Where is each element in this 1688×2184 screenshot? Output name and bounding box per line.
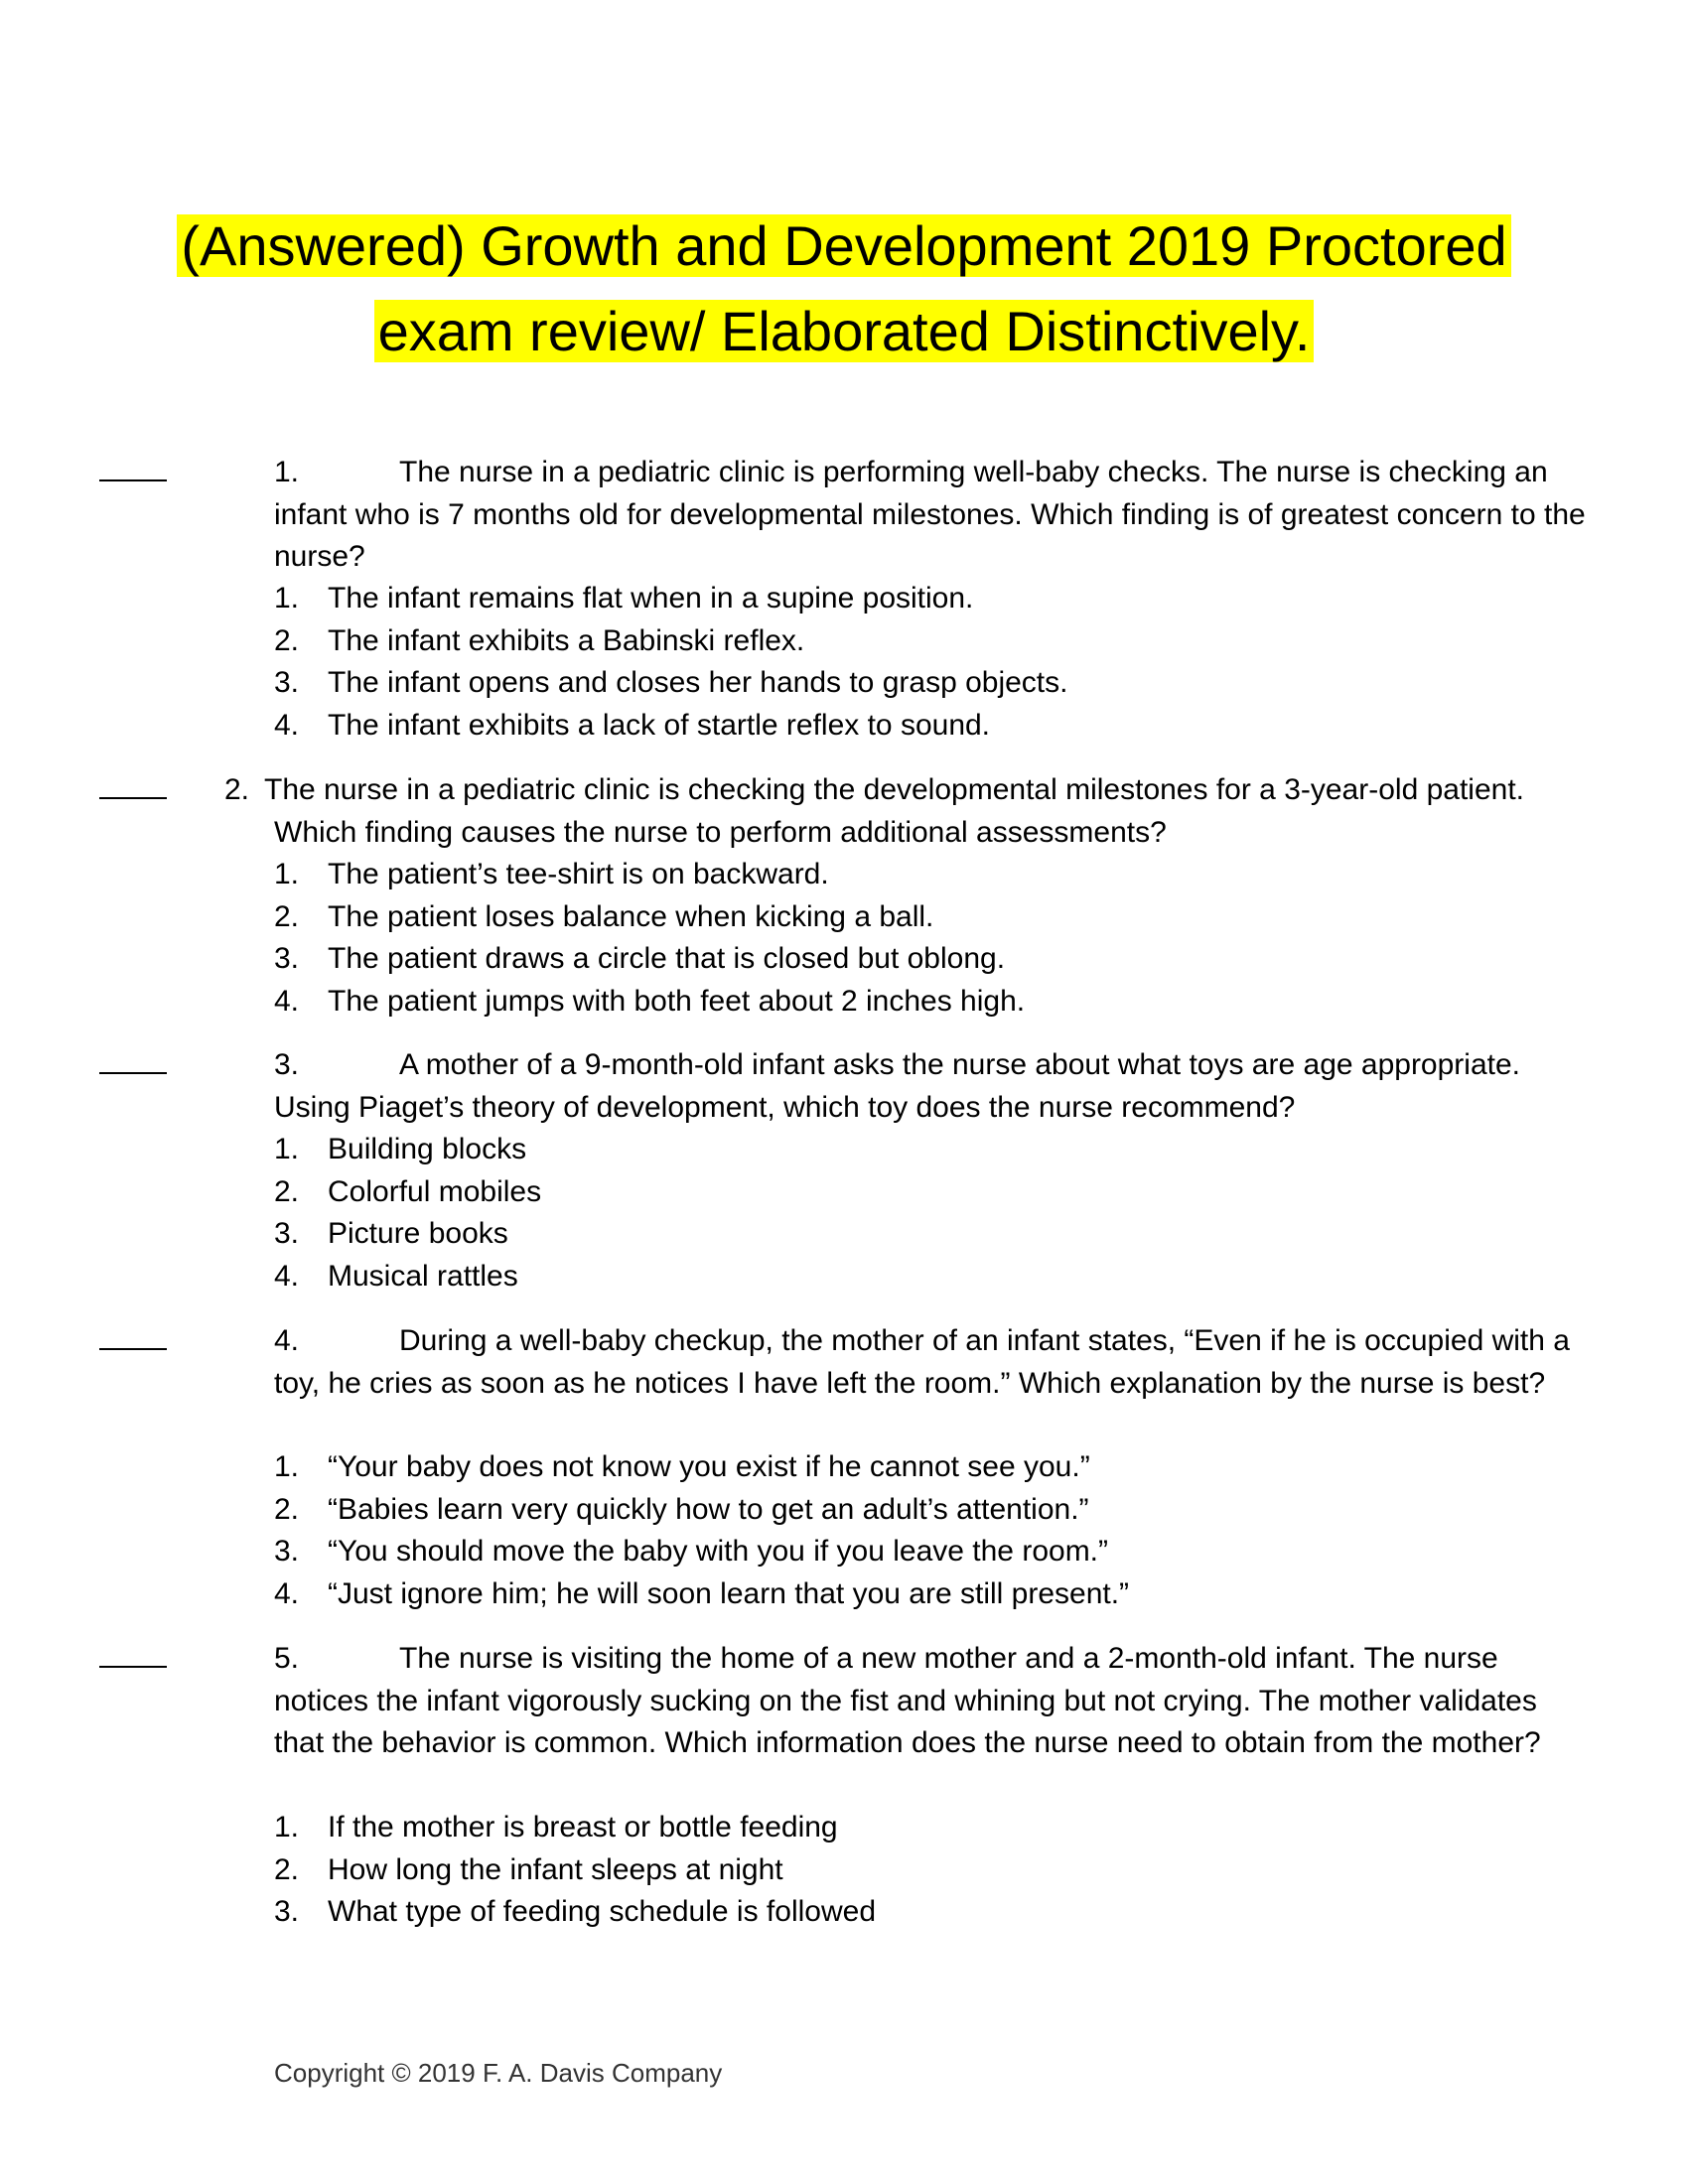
option: 4. Musical rattles [274,1259,518,1293]
copyright-footer: Copyright © 2019 F. A. Davis Company [274,2058,723,2088]
option: 3. What type of feeding schedule is followed [274,1895,876,1928]
option: 2. How long the infant sleeps at night [274,1852,783,1886]
options-list [274,1807,1595,1934]
title-line-1: (Answered) Growth and Development 2019 Proctored [177,214,1510,277]
option: 1. If the mother is breast or bottle feeding [274,1811,838,1843]
option: 1. The patient’s tee-shirt is on backward. [274,858,829,890]
answer-blank[interactable] [99,769,167,799]
options-list [274,854,1595,1023]
answer-blank[interactable] [99,1044,167,1074]
options-list [274,1129,1595,1297]
options-list [274,1446,1595,1615]
question-stem: 1. The nurse in a pediatric clinic is performing well-baby checks. The nurse is checking an infant who is 7 months old for developmental milestones. Which finding is of greatest concern to the nurse? [274,456,1586,573]
option: 1. “Your baby does not know you exist if he cannot see you.” [274,1450,1090,1483]
option: 2. “Babies learn very quickly how to get an adult’s attention.” [274,1492,1089,1526]
question-stem: The nurse in a pediatric clinic is checking the developmental milestones for a 3-year-old patient. Which finding causes the nurse to perform additional assessments? [264,773,1524,849]
answer-blank[interactable] [99,1638,167,1668]
document-title [109,204,1579,374]
option: 4. The infant exhibits a lack of startle reflex to sound. [274,708,991,742]
question-stem: 3. A mother of a 9-month-old infant asks the nurse about what toys are age appropriate. Using Piaget’s theory of development, which toy does the nurse recommend? [274,1048,1520,1124]
answer-blank[interactable] [99,452,167,481]
option: 2. The infant exhibits a Babinski reflex. [274,623,805,657]
question-stem: 5. The nurse is visiting the home of a new mother and a 2-month-old infant. The nurse notices the infant vigorously sucking on the fist and whining but not crying. The mother validates that the behavior is common. Which information does the nurse need to obtain from the mother? [274,1642,1541,1759]
option: 3. “You should move the baby with you if you leave the room.” [274,1535,1109,1568]
option: 3. Picture books [274,1217,508,1250]
option: 2. Colorful mobiles [274,1174,542,1208]
options-list [274,578,1595,747]
option: 3. The patient draws a circle that is closed but oblong. [274,942,1006,975]
question-number: 2. [224,773,250,806]
option: 4. The patient jumps with both feet about 2 inches high. [274,984,1026,1018]
option: 1. The infant remains flat when in a supine position. [274,582,974,614]
question-stem: 4. During a well-baby checkup, the mother of an infant states, “Even if he is occupied with a toy, he cries as soon as he notices I have left the room.” Which explanation by the nurse is best? [274,1324,1570,1400]
option: 2. The patient loses balance when kicking a ball. [274,899,934,933]
option: 4. “Just ignore him; he will soon learn that you are still present.” [274,1576,1130,1610]
title-line-2: exam review/ Elaborated Distinctively. [374,300,1315,362]
option: 3. The infant opens and closes her hands to grasp objects. [274,666,1068,699]
option: 1. Building blocks [274,1133,527,1165]
answer-blank[interactable] [99,1320,167,1350]
